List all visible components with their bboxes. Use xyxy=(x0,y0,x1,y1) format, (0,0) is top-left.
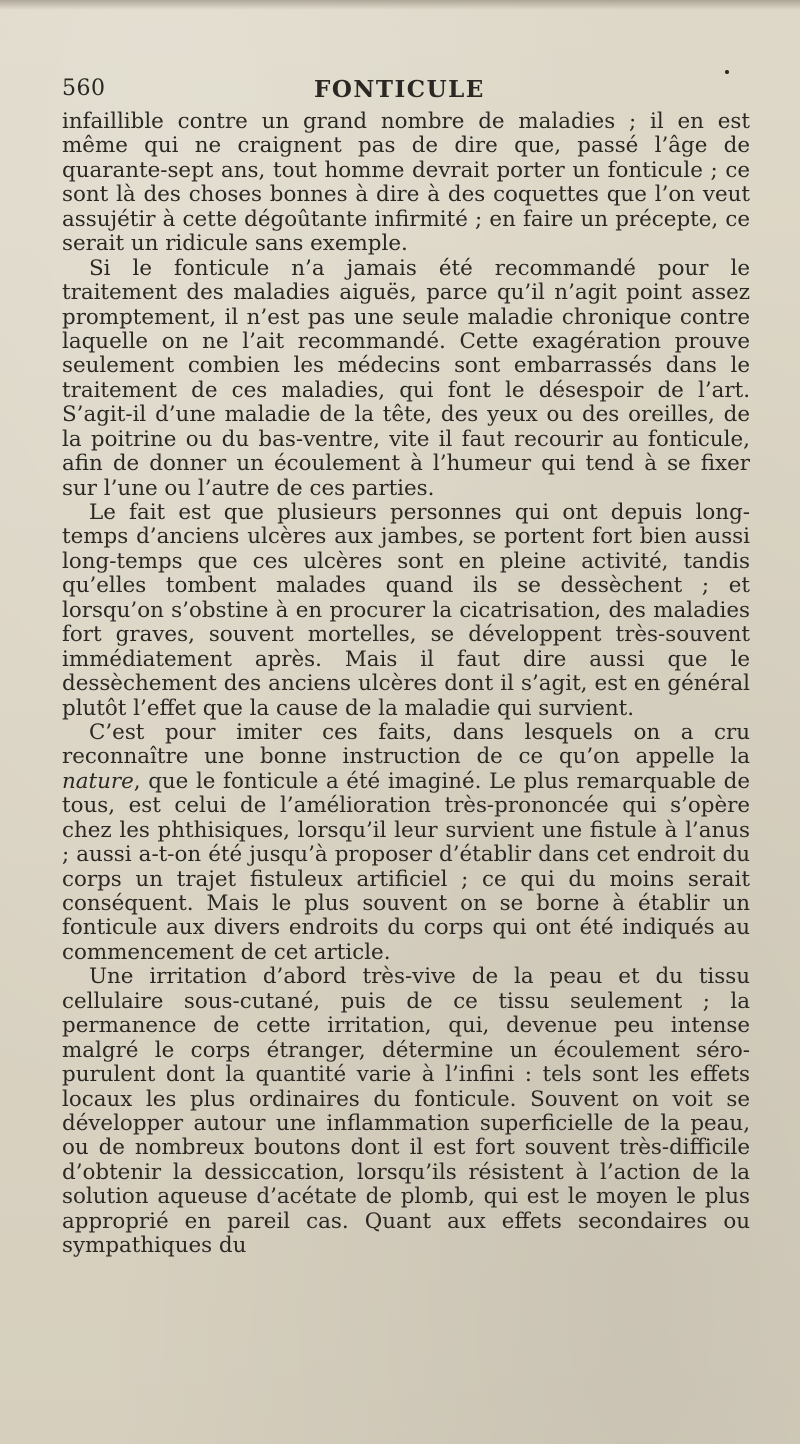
page-number: 560 xyxy=(62,76,106,101)
paragraph-3: Le fait est que plusieurs personnes qui ont depuis long-temps d’anciens ulcères aux jambes, se portent fort bien aussi long-temps que ces ulcères sont en pleine activité, tandis qu’elles tombent malades quand ils se dessèchent ; et lorsqu’on s’obstine à en procurer la cicatrisation, des maladies fort graves, souvent mortelles, se développent très-souvent immédiatement après. Mais il faut dire aussi que le dessèchement des anciens ulcères dont il s’agit, est en général plutôt l’effet que la cause de la maladie qui survient. xyxy=(62,500,750,721)
paragraph-1: infaillible contre un grand nombre de maladies ; il en est même qui ne craignent pas de dire que, passé l’âge de quarante-sept ans, tout homme devrait porter un fonticule ; ce sont là des choses bonnes à dire à des coquettes que l’on veut assujétir à cette dégoûtante infirmité ; en faire un précepte, ce serait un ridicule sans exemple. xyxy=(62,109,750,257)
paragraph-4 xyxy=(62,721,750,965)
ink-speck xyxy=(725,70,729,74)
paragraph-4-text-before: C’est pour imiter ces faits, dans lesquels on a cru reconnaître une bonne instruction de ce qu’on appelle la xyxy=(62,719,750,770)
page-edge-shadow xyxy=(0,0,800,10)
text-body xyxy=(62,110,750,1259)
running-title: FONTICULE xyxy=(314,76,485,103)
paragraph-2: Si le fonticule n’a jamais été recommandé pour le traitement des maladies aiguës, parce qu’il n’agit point assez promptement, il n’est pas une seule maladie chronique contre laquelle on ne l’ait recommandé. Cette exagération prouve seulement combien les médecins sont embarrassés dans le traitement de ces maladies, qui font le désespoir de l’art. S’agit-il d’une maladie de la tête, des yeux ou des oreilles, de la poitrine ou du bas-ventre, vite il faut recourir au fonticule, afin de donner un écoulement à l’humeur qui tend à se fixer sur l’une ou l’autre de ces parties. xyxy=(62,255,750,501)
paragraph-4-italic-word: nature xyxy=(62,768,134,794)
paragraph-5: Une irritation d’abord très-vive de la peau et du tissu cellulaire sous-cutané, puis de ce tissu seulement ; la permanence de cette irritation, qui, devenue peu intense malgré le corps étranger, détermine un écoulement séro-purulent dont la quantité varie à l’infini : tels sont les effets locaux les plus ordinaires du fonticule. Souvent on voit se développer autour une inflammation superficielle de la peau, ou de nombreux boutons dont il est fort souvent très-difficile d’obtenir la dessiccation, lorsqu’ils résistent à l’action de la solution aqueuse d’acétate de plomb, qui est le moyen le plus approprié en pareil cas. Quant aux effets secondaires ou sympathiques du xyxy=(62,964,750,1259)
paragraph-4-text-after: , que le fonticule a été imaginé. Le plus remarquable de tous, est celui de l’amélioration très-prononcée qui s’opère chez les phthisiques, lorsqu’il leur survient une fistule à l’anus ; aussi a-t-on été jusqu’à proposer d’établir dans cet endroit du corps un trajet fistuleux artificiel ; ce qui du moins serait conséquent. Mais le plus souvent on se borne à établir un fonticule aux divers endroits du corps qui ont été indiqués au commencement de cet article. xyxy=(62,768,750,965)
page-header xyxy=(62,76,750,112)
